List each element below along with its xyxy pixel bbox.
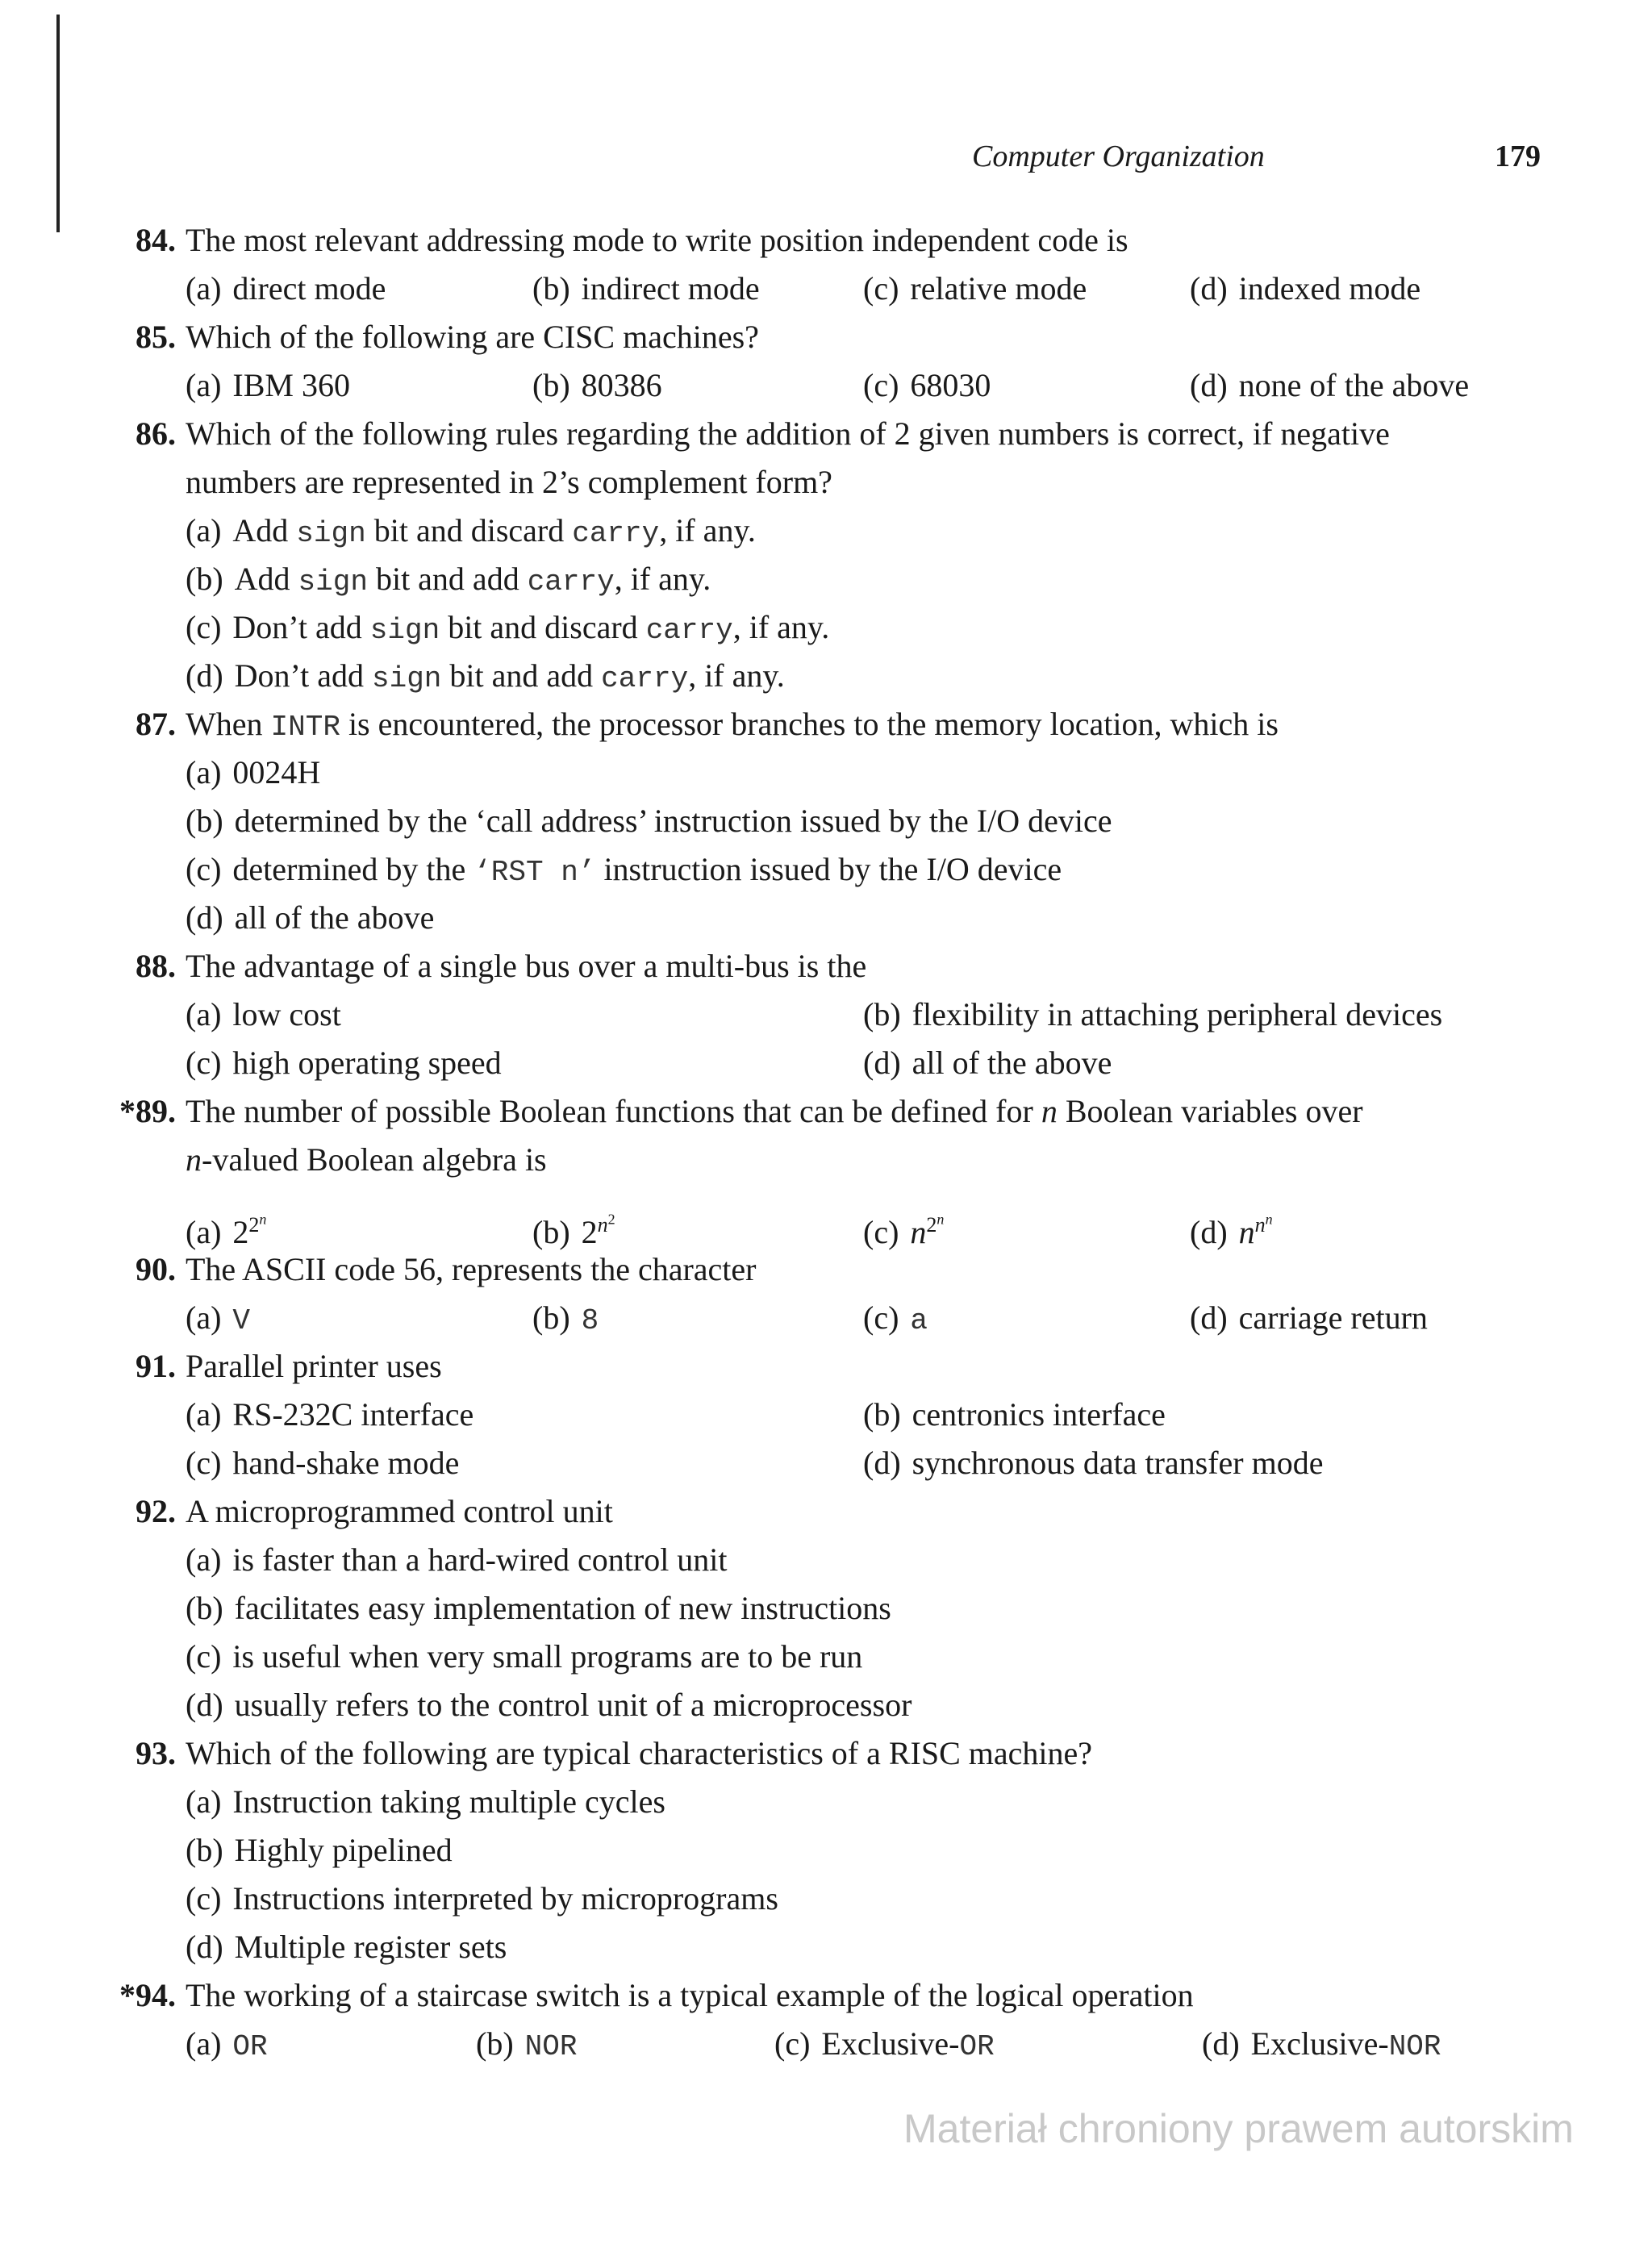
question-number: 85. — [136, 319, 176, 355]
math-exponent-inner: n — [259, 1211, 267, 1227]
option-text-post: , if any. — [659, 512, 756, 548]
question-number: *89. — [119, 1093, 176, 1129]
option-label: (d) — [1190, 367, 1228, 403]
option-c — [186, 1039, 502, 1087]
option-c — [186, 1439, 459, 1487]
option-text: synchronous data transfer mode — [912, 1445, 1324, 1481]
option-text: high operating speed — [232, 1045, 502, 1081]
option-text-pre: Add — [232, 512, 297, 548]
option-label: (c) — [863, 367, 899, 403]
option-code: a — [910, 1304, 928, 1337]
question-90 — [0, 1245, 1652, 1342]
option-d — [186, 894, 434, 942]
option-text-pre: Exclusive- — [821, 2025, 960, 2062]
option-label: (b) — [532, 1299, 570, 1336]
option-code-sign: sign — [369, 614, 440, 647]
option-label: (c) — [774, 2025, 811, 2062]
option-code-sign: sign — [296, 517, 366, 550]
question-text-post: -valued Boolean algebra is — [202, 1141, 547, 1178]
option-text: carriage return — [1238, 1299, 1428, 1336]
question-text: Which of the following are typical characteristics of a RISC machine? — [186, 1735, 1093, 1771]
question-text: The working of a staircase switch is a typical example of the logical operation — [186, 1977, 1194, 2013]
option-text: all of the above — [234, 899, 435, 936]
option-a — [186, 2020, 268, 2071]
option-text-pre: Exclusive- — [1250, 2025, 1389, 2062]
option-b — [532, 1294, 599, 1345]
math-exponent-inner: n — [1265, 1211, 1273, 1227]
option-label: (a) — [186, 512, 222, 548]
option-text-mid: bit and add — [441, 657, 602, 694]
option-text: is useful when very small programs are to be run — [232, 1638, 863, 1675]
question-text — [186, 1087, 1363, 1136]
option-label: (a) — [186, 1783, 222, 1820]
question-91 — [0, 1342, 1652, 1487]
option-label: (a) — [186, 1299, 222, 1336]
option-label: (d) — [186, 899, 223, 936]
option-label: (c) — [186, 851, 222, 887]
math-exponent-inner: n — [937, 1211, 945, 1227]
option-d — [863, 1439, 1323, 1487]
option-code: 8 — [581, 1304, 599, 1337]
option-a — [186, 1391, 473, 1439]
option-b — [532, 361, 662, 410]
option-label: (d) — [186, 657, 223, 694]
option-b — [863, 1391, 1166, 1439]
option-text: relative mode — [910, 270, 1087, 307]
option-text: all of the above — [912, 1045, 1112, 1081]
option-c — [863, 265, 1087, 313]
option-code-sign: sign — [372, 662, 442, 695]
question-text-continued — [186, 1136, 547, 1184]
option-text-mid: bit and add — [367, 561, 528, 597]
math-base: 2 — [232, 1213, 249, 1250]
option-code: OR — [232, 2030, 268, 2063]
question-85 — [0, 313, 1652, 410]
option-label: (a) — [186, 2025, 222, 2062]
option-text-post: instruction issued by the I/O device — [595, 851, 1062, 887]
question-text: Parallel printer uses — [186, 1348, 442, 1384]
option-code-carry: carry — [527, 565, 615, 599]
option-text: Instruction taking multiple cycles — [232, 1783, 665, 1820]
question-code-intr: INTR — [270, 711, 340, 744]
option-text-post: , if any. — [614, 561, 711, 597]
question-number: 84. — [136, 222, 176, 258]
option-text: indexed mode — [1238, 270, 1421, 307]
option-label: (b) — [476, 2025, 514, 2062]
option-text-post: , if any. — [732, 609, 830, 645]
option-text-pre: determined by the — [232, 851, 474, 887]
question-list — [0, 216, 1652, 2068]
option-label: (d) — [1190, 270, 1228, 307]
math-base: n — [910, 1213, 927, 1250]
option-text-mid: bit and discard — [365, 512, 573, 548]
option-b — [532, 265, 760, 313]
question-text: Which of the following rules regarding the addition of 2 given numbers is correct, if negative — [186, 415, 1390, 452]
option-label: (a) — [186, 1541, 222, 1578]
option-d — [186, 1681, 912, 1729]
option-label: (b) — [532, 367, 570, 403]
question-84 — [0, 216, 1652, 313]
math-exponent: n — [597, 1212, 608, 1237]
option-label: (a) — [186, 996, 222, 1032]
question-number: 88. — [136, 948, 176, 984]
question-92 — [0, 1487, 1652, 1729]
question-text — [186, 700, 1279, 752]
option-label: (d) — [186, 1687, 223, 1723]
option-label: (b) — [186, 803, 223, 839]
chapter-title: Computer Organization — [972, 140, 1265, 173]
question-text: The most relevant addressing mode to write position independent code is — [186, 222, 1128, 258]
question-text-pre: The number of possible Boolean functions that can be defined for — [186, 1093, 1041, 1129]
question-text: The ASCII code 56, represents the character — [186, 1251, 757, 1287]
option-c — [863, 361, 991, 410]
option-b — [186, 1826, 453, 1875]
math-base: n — [1238, 1213, 1255, 1250]
option-c — [186, 845, 1062, 897]
option-d — [1202, 2020, 1441, 2071]
option-code-rst: ‘RST n’ — [473, 856, 596, 889]
option-label: (b) — [863, 996, 901, 1032]
page-number: 179 — [1495, 140, 1541, 173]
option-d — [1190, 1294, 1428, 1342]
question-93 — [0, 1729, 1652, 1971]
option-code: V — [232, 1304, 251, 1337]
option-label: (d) — [186, 1929, 223, 1965]
option-a — [186, 507, 756, 558]
question-number: 92. — [136, 1493, 176, 1529]
option-text-pre: Don’t add — [234, 657, 372, 694]
option-b — [186, 797, 1112, 845]
question-number: 86. — [136, 415, 176, 452]
option-code-sign: sign — [298, 565, 368, 599]
option-c — [863, 1294, 928, 1345]
option-b — [476, 2020, 577, 2071]
copyright-watermark: Materiał chroniony prawem autorskim — [903, 2106, 1574, 2151]
question-text-post: Boolean variables over — [1057, 1093, 1363, 1129]
question-text-post: is encountered, the processor branches to the memory location, which is — [340, 706, 1279, 742]
question-text-pre: When — [186, 706, 271, 742]
option-label: (b) — [186, 561, 223, 597]
option-code-carry: carry — [572, 517, 660, 550]
option-c — [186, 1875, 778, 1923]
option-label: (c) — [186, 609, 222, 645]
option-text: 0024H — [232, 754, 321, 790]
option-label: (b) — [863, 1396, 901, 1433]
option-code-carry: carry — [601, 662, 689, 695]
option-text: low cost — [232, 996, 341, 1032]
option-text: Highly pipelined — [234, 1832, 453, 1868]
option-code: NOR — [524, 2030, 578, 2063]
option-text: hand-shake mode — [232, 1445, 460, 1481]
scan-edge-line — [56, 15, 60, 232]
option-b — [186, 1584, 891, 1633]
option-c — [186, 1633, 862, 1681]
question-text: Which of the following are CISC machines? — [186, 319, 759, 355]
question-88 — [0, 942, 1652, 1087]
option-label: (a) — [186, 754, 222, 790]
option-label: (c) — [863, 270, 899, 307]
option-label: (d) — [1190, 1213, 1228, 1250]
option-label: (b) — [532, 270, 570, 307]
option-a — [186, 361, 350, 410]
option-code: OR — [959, 2030, 995, 2063]
option-text-pre: Add — [234, 561, 298, 597]
option-label: (a) — [186, 367, 222, 403]
option-text-mid: bit and discard — [440, 609, 646, 645]
option-text: centronics interface — [912, 1396, 1166, 1433]
option-text: Multiple register sets — [234, 1929, 507, 1965]
option-text: indirect mode — [581, 270, 760, 307]
option-label: (c) — [186, 1880, 222, 1917]
math-exponent: 2 — [926, 1212, 937, 1237]
question-number: 90. — [136, 1251, 176, 1287]
math-exponent-inner: 2 — [607, 1211, 615, 1227]
option-text: determined by the ‘call address’ instruction issued by the I/O device — [234, 803, 1112, 839]
option-text: is faster than a hard-wired control unit — [232, 1541, 728, 1578]
option-text: facilitates easy implementation of new instructions — [234, 1590, 891, 1626]
option-text: RS-232C interface — [232, 1396, 474, 1433]
option-a — [186, 1778, 665, 1826]
question-variable-n: n — [186, 1141, 202, 1178]
option-text: direct mode — [232, 270, 386, 307]
math-exponent: n — [1254, 1212, 1266, 1237]
option-a — [186, 1536, 728, 1584]
option-label: (a) — [186, 1396, 222, 1433]
option-text: flexibility in attaching peripheral devices — [912, 996, 1443, 1032]
option-d — [1190, 361, 1469, 410]
option-label: (d) — [863, 1445, 901, 1481]
math-base: 2 — [581, 1213, 598, 1250]
question-number: 87. — [136, 706, 176, 742]
option-label: (a) — [186, 270, 222, 307]
option-label: (a) — [186, 1213, 222, 1250]
question-text: The advantage of a single bus over a multi-bus is the — [186, 948, 867, 984]
option-label: (c) — [863, 1213, 899, 1250]
option-d — [863, 1039, 1112, 1087]
question-number: 93. — [136, 1735, 176, 1771]
question-text-continued: numbers are represented in 2’s complement form? — [186, 464, 832, 500]
option-label: (d) — [863, 1045, 901, 1081]
option-text: usually refers to the control unit of a microprocessor — [234, 1687, 912, 1723]
option-d — [1190, 265, 1420, 313]
option-text: 80386 — [581, 367, 662, 403]
option-text: 68030 — [910, 367, 991, 403]
option-c — [774, 2020, 995, 2071]
option-code: NOR — [1388, 2030, 1441, 2063]
question-variable-n: n — [1041, 1093, 1058, 1129]
option-label: (b) — [532, 1213, 570, 1250]
question-87 — [0, 700, 1652, 942]
option-d — [186, 652, 785, 703]
option-a — [186, 749, 320, 797]
option-label: (d) — [1190, 1299, 1228, 1336]
option-d — [186, 1923, 507, 1971]
option-label: (d) — [1202, 2025, 1240, 2062]
question-94 — [0, 1971, 1652, 2068]
option-label: (c) — [863, 1299, 899, 1336]
question-text: A microprogrammed control unit — [186, 1493, 613, 1529]
option-label: (b) — [186, 1832, 223, 1868]
option-text-post: , if any. — [688, 657, 785, 694]
option-label: (c) — [186, 1045, 222, 1081]
option-a — [186, 991, 341, 1039]
option-c — [186, 603, 829, 655]
option-text: Instructions interpreted by microprograms — [232, 1880, 778, 1917]
question-86 — [0, 410, 1652, 700]
option-a — [186, 265, 386, 313]
option-code-carry: carry — [645, 614, 733, 647]
option-label: (b) — [186, 1590, 223, 1626]
option-a — [186, 1294, 250, 1345]
math-exponent: 2 — [248, 1212, 260, 1237]
option-b — [863, 991, 1442, 1039]
question-number: 91. — [136, 1348, 176, 1384]
option-b — [186, 555, 711, 607]
page-header — [952, 139, 1541, 187]
option-label: (c) — [186, 1445, 222, 1481]
question-89 — [0, 1087, 1652, 1250]
option-text: IBM 360 — [232, 367, 350, 403]
question-number: *94. — [119, 1977, 176, 2013]
option-label: (c) — [186, 1638, 222, 1675]
option-text: none of the above — [1238, 367, 1470, 403]
option-text-pre: Don’t add — [232, 609, 370, 645]
